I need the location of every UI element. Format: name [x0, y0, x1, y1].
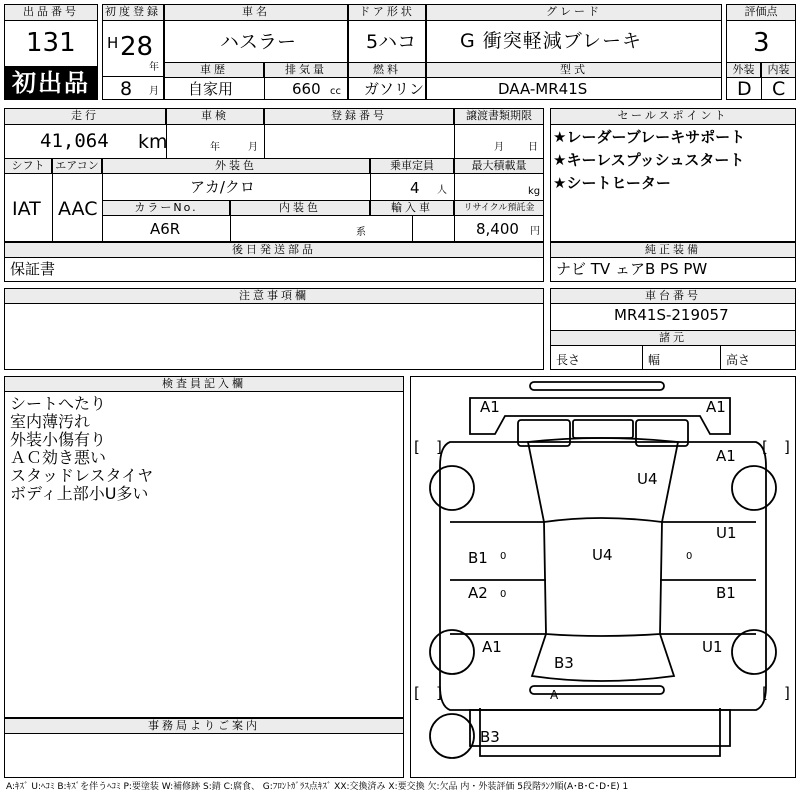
recycle-label: リサイクル預託金 — [454, 200, 544, 216]
roof-shape — [544, 522, 662, 636]
bracket-mark: [ — [414, 438, 420, 456]
bracket-mark: ] — [436, 684, 442, 702]
chassis-label: 車台番号 — [550, 288, 796, 304]
wheel-front-right-shape — [732, 466, 776, 510]
insp-month-unit: 月 — [248, 142, 258, 153]
color-no: A6R — [150, 220, 181, 238]
month-unit: 月 — [149, 86, 159, 97]
car-name: ハスラー — [220, 31, 297, 53]
damage-mark: B3 — [480, 728, 500, 746]
caution-label: 注意事項欄 — [4, 288, 544, 304]
vehicle-info-block — [4, 108, 544, 242]
front-bumper-shape — [530, 382, 664, 390]
fuel-label: 燃料 — [348, 62, 426, 78]
damage-mark: B3 — [554, 654, 574, 672]
lot-number-label: 出品番号 — [4, 4, 98, 21]
bracket-mark: ] — [436, 438, 442, 456]
wheel-front-left-shape — [430, 466, 474, 510]
inspection-label: 車検 — [166, 108, 264, 125]
kei-unit: 系 — [356, 227, 366, 238]
car-body-diagram — [410, 376, 796, 778]
reg-month: 8 — [120, 78, 133, 100]
import-label: 輸入車 — [370, 200, 454, 216]
damage-mark: U1 — [716, 524, 737, 542]
dims-label: 諸元 — [550, 330, 796, 346]
inspector-note: スタッドレスタイヤ — [10, 466, 154, 485]
history: 自家用 — [188, 80, 234, 98]
model-label: 型式 — [426, 62, 722, 78]
front-panel-shape — [470, 398, 730, 434]
tr-month-unit: 月 — [494, 142, 504, 153]
bracket-mark: ] — [784, 438, 790, 456]
int-rank: C — [772, 78, 786, 100]
width-label: 幅 — [648, 353, 661, 367]
kg-unit: kg — [528, 186, 541, 197]
legend: A:ｷｽﾞ U:ﾍｺﾐ B:ｷｽﾞを伴うﾍｺﾐ P:要塗装 W:補修跡 S:錆 C:腐食、 G:ﾌﾛﾝﾄｶﾞﾗｽ点ｷｽﾞ XX:交換済み X:要交換 欠:欠品 内・外装評価 5段階ﾗﾝｸ順(A･B･C･D･E) 1 — [6, 782, 629, 792]
sales-point-item: ★シートヒーター — [553, 174, 671, 192]
door-label: ドア形状 — [348, 4, 426, 21]
damage-mark: A — [550, 688, 559, 702]
aircon: AAC — [58, 198, 98, 220]
aircon-label: エアコン — [52, 158, 102, 174]
later-parts: 保証書 — [10, 260, 56, 278]
inspector-notes-label: 検査員記入欄 — [4, 376, 404, 392]
ext-color: アカ/クロ — [190, 178, 255, 196]
inspector-note: 外装小傷有り — [10, 430, 107, 449]
fuel: ガソリン — [364, 80, 425, 98]
grille-shape — [573, 420, 633, 438]
yen-unit: 円 — [530, 226, 540, 237]
lot-number: 131 — [26, 28, 76, 58]
cc-unit: cc — [330, 86, 341, 97]
inspector-note: ボディ上部小U多い — [10, 484, 149, 503]
damage-mark: 0 — [500, 551, 507, 562]
office-notice-label: 事務局よりご案内 — [4, 718, 404, 734]
grade-label: グレード — [426, 4, 722, 21]
sales-point-item: ★キーレスプッシュスタート — [553, 151, 745, 169]
person-unit: 人 — [437, 185, 447, 196]
sales-point-label: セールスポイント — [550, 108, 796, 125]
reg-year: 28 — [120, 32, 154, 62]
chassis-number: MR41S-219057 — [614, 306, 729, 324]
sales-point-item: ★レーダーブレーキサポート — [553, 128, 746, 146]
damage-mark: U4 — [592, 546, 613, 564]
damage-mark: A1 — [482, 638, 502, 656]
capacity: 4 — [410, 179, 420, 197]
later-parts-label: 後日発送部品 — [4, 242, 544, 258]
inspector-note: シートへたり — [10, 394, 107, 413]
wheel-rear-right-shape — [732, 630, 776, 674]
damage-mark: A1 — [480, 398, 500, 416]
bracket-mark: [ — [414, 684, 420, 702]
score-label: 評価点 — [726, 4, 796, 21]
int-color-label: 内装色 — [230, 200, 370, 216]
int-label: 内装 — [761, 62, 796, 78]
shift-label: シフト — [4, 158, 52, 174]
body-outline-shape — [440, 438, 768, 710]
first-listing-badge: 初出品 — [4, 66, 98, 100]
ext-label: 外装 — [726, 62, 761, 78]
mileage: 41,064 — [40, 130, 109, 152]
genuine-equipment-label: 純正装備 — [550, 242, 796, 258]
capacity-label: 乗車定員 — [370, 158, 454, 174]
transfer-label: 譲渡書類期限 — [454, 108, 544, 125]
length-label: 長さ — [556, 353, 581, 367]
era: H — [107, 34, 119, 52]
rear-panel-shape — [470, 710, 730, 746]
reg-no-label: 登録番号 — [264, 108, 454, 125]
spare-wheel-shape — [430, 714, 474, 758]
damage-mark: B1 — [468, 549, 488, 567]
rear-gate-shape — [480, 708, 720, 756]
bracket-mark: ] — [784, 684, 790, 702]
insp-year-unit: 年 — [210, 142, 220, 153]
damage-mark: B1 — [716, 584, 736, 602]
displacement-label: 排気量 — [264, 62, 348, 78]
displacement: 660 — [292, 80, 321, 98]
tr-day-unit: 日 — [528, 142, 538, 153]
damage-mark: 0 — [686, 551, 693, 562]
damage-mark: A2 — [468, 584, 488, 602]
ext-rank: D — [737, 78, 752, 100]
inspector-note: 室内薄汚れ — [10, 412, 91, 431]
damage-mark: A1 — [716, 447, 736, 465]
genuine-equipment: ナビ TV ェアB PS PW — [556, 260, 708, 278]
load-label: 最大積載量 — [454, 158, 544, 174]
history-label: 車歴 — [164, 62, 264, 78]
height-label: 高さ — [726, 353, 751, 367]
wheel-rear-left-shape — [430, 630, 474, 674]
bracket-mark: [ — [762, 438, 768, 456]
bracket-mark: [ — [762, 684, 768, 702]
score: 3 — [753, 28, 770, 58]
ext-color-label: 外装色 — [102, 158, 370, 174]
year-unit: 年 — [149, 62, 159, 73]
km-unit: km — [138, 131, 168, 153]
mileage-label: 走行 — [4, 108, 166, 125]
damage-mark: U4 — [637, 470, 658, 488]
car-name-label: 車名 — [164, 4, 348, 21]
grade: G 衝突軽減ブレーキ — [460, 30, 643, 52]
color-no-label: カラーNo. — [102, 200, 230, 216]
damage-mark: U1 — [702, 638, 723, 656]
damage-mark: 0 — [500, 589, 507, 600]
recycle-fee: 8,400 — [476, 220, 519, 238]
first-reg-label: 初度登録 — [102, 4, 164, 21]
model: DAA-MR41S — [498, 80, 588, 98]
shift: IAT — [12, 198, 41, 220]
damage-mark: A1 — [706, 398, 726, 416]
inspector-note: ＡＣ効き悪い — [10, 448, 107, 467]
door-type: 5ハコ — [366, 31, 417, 53]
